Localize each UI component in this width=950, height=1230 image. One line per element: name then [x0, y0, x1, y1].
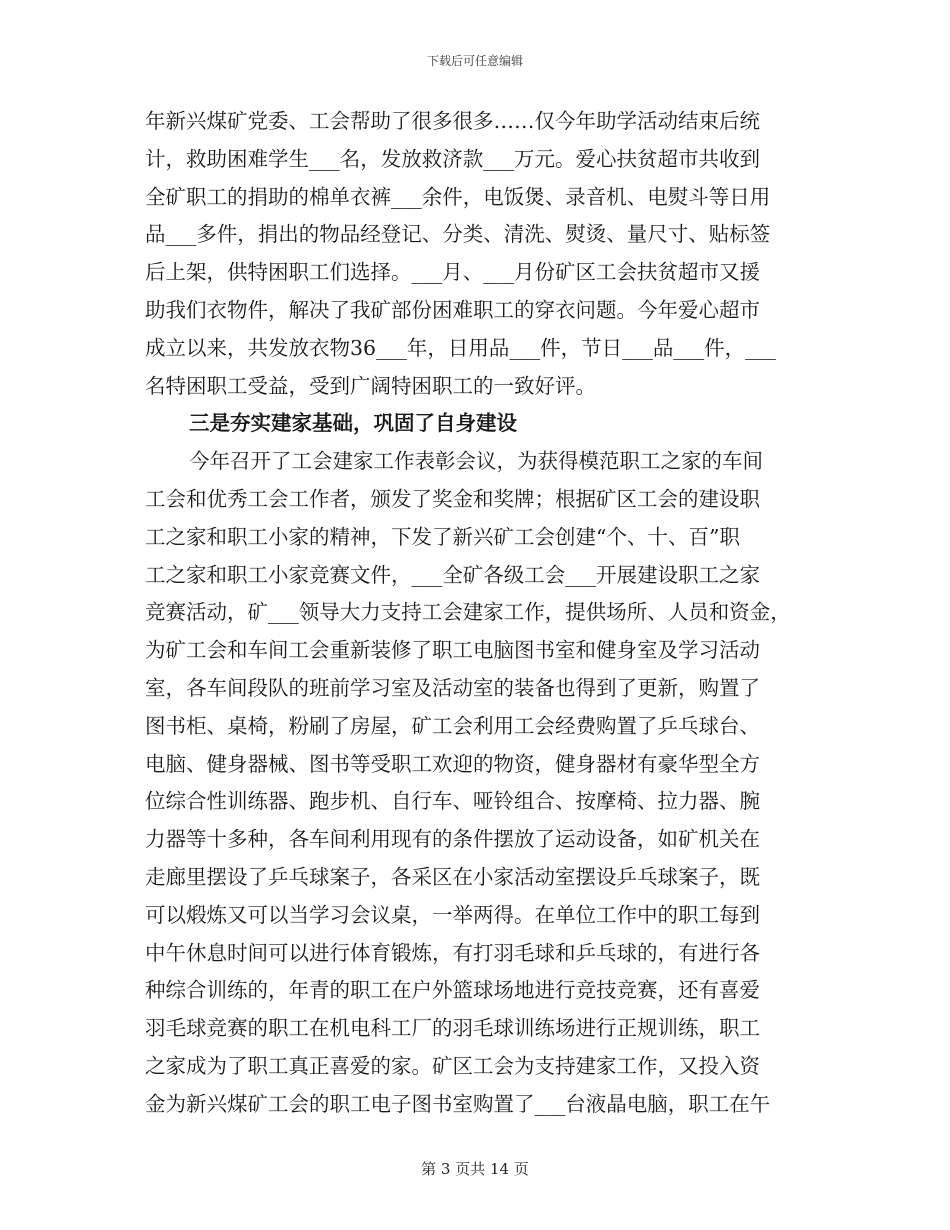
text-line: 位综合性训练器、跑步机、自行车、哑铃组合、按摩椅、拉力器、腕	[145, 789, 760, 814]
text-line: 力器等十多种，各车间利用现有的条件摆放了运动设备，如矿机关在	[145, 827, 760, 852]
page-header: 下载后可任意编辑	[426, 54, 523, 68]
text-line: 工会和优秀工会工作者，颁发了奖金和奖牌；根据矿区工会的建设职	[145, 486, 760, 511]
text-line: 品___多件，捐出的物品经登记、分类、清洗、熨烫、量尺寸、贴标签	[145, 222, 771, 247]
text-line: 工之家和职工小家的精神，下发了新兴矿工会创建“个、十、百”职	[145, 524, 740, 549]
page-footer: 第 3 页共 14 页	[421, 1160, 529, 1178]
text-line: 全矿职工的捐助的棉单衣裤___余件，电饭煲、录音机、电熨斗等日用	[145, 184, 771, 209]
text-line: 后上架，供特困职工们选择。___月、___月份矿区工会扶贫超市又援	[145, 260, 760, 285]
text-line: 种综合训练的，年青的职工在户外篮球场地进行竞技竞赛，还有喜爱	[145, 978, 760, 1003]
text-line: 之家成为了职工真正喜爱的家。矿区工会为支持建家工作，又投入资	[145, 1053, 760, 1078]
text-line: 工之家和职工小家竞赛文件，___全矿各级工会___开展建设职工之家	[145, 562, 760, 587]
text-line: 年新兴煤矿党委、工会帮助了很多很多……仅今年助学活动结束后统	[145, 109, 760, 133]
text-line: 竞赛活动，矿___领导大力支持工会建家工作，提供场所、人员和资金，	[145, 600, 791, 625]
text-line: 为矿工会和车间工会重新装修了职工电脑图书室和健身室及学习活动	[145, 638, 760, 663]
text-line: 助我们衣物件，解决了我矿部份困难职工的穿衣问题。今年爱心超市	[145, 297, 760, 322]
text-line: 室，各车间段队的班前学习室及活动室的装备也得到了更新，购置了	[145, 675, 760, 700]
text-line: 图书柜、桌椅，粉刷了房屋，矿工会利用工会经费购置了乒乓球台、	[145, 713, 760, 738]
text-line: 名特困职工受益，受到广阔特困职工的一致好评。	[145, 373, 596, 398]
text-line: 金为新兴煤矿工会的职工电子图书室购置了___台液晶电脑，职工在午	[145, 1091, 771, 1116]
text-line: 成立以来，共发放衣物36___年，日用品___件，节日___品___件，___	[145, 335, 776, 360]
text-line: 计，救助困难学生___名，发放救济款___万元。爱心扶贫超市共收到	[145, 146, 760, 171]
text-line: 电脑、健身器械、图书等受职工欢迎的物资，健身器材有豪华型全方	[145, 751, 760, 776]
text-line: 可以煅炼又可以当学习会议桌，一举两得。在单位工作中的职工每到	[145, 902, 760, 927]
text-line: 羽毛球竞赛的职工在机电科工厂的羽毛球训练场进行正规训练，职工	[145, 1016, 760, 1041]
text-line: 走廊里摆设了乒乓球案子，各采区在小家活动室摆设乒乓球案子，既	[145, 864, 760, 889]
text-line: 中午休息时间可以进行体育锻炼，有打羽毛球和乒乓球的，有进行各	[145, 940, 760, 965]
document-body	[145, 103, 815, 1124]
text-line: 今年召开了工会建家工作表彰会议，为获得模范职工之家的车间	[189, 449, 763, 474]
section-heading: 三是夯实建家基础，巩固了自身建设	[189, 411, 517, 436]
